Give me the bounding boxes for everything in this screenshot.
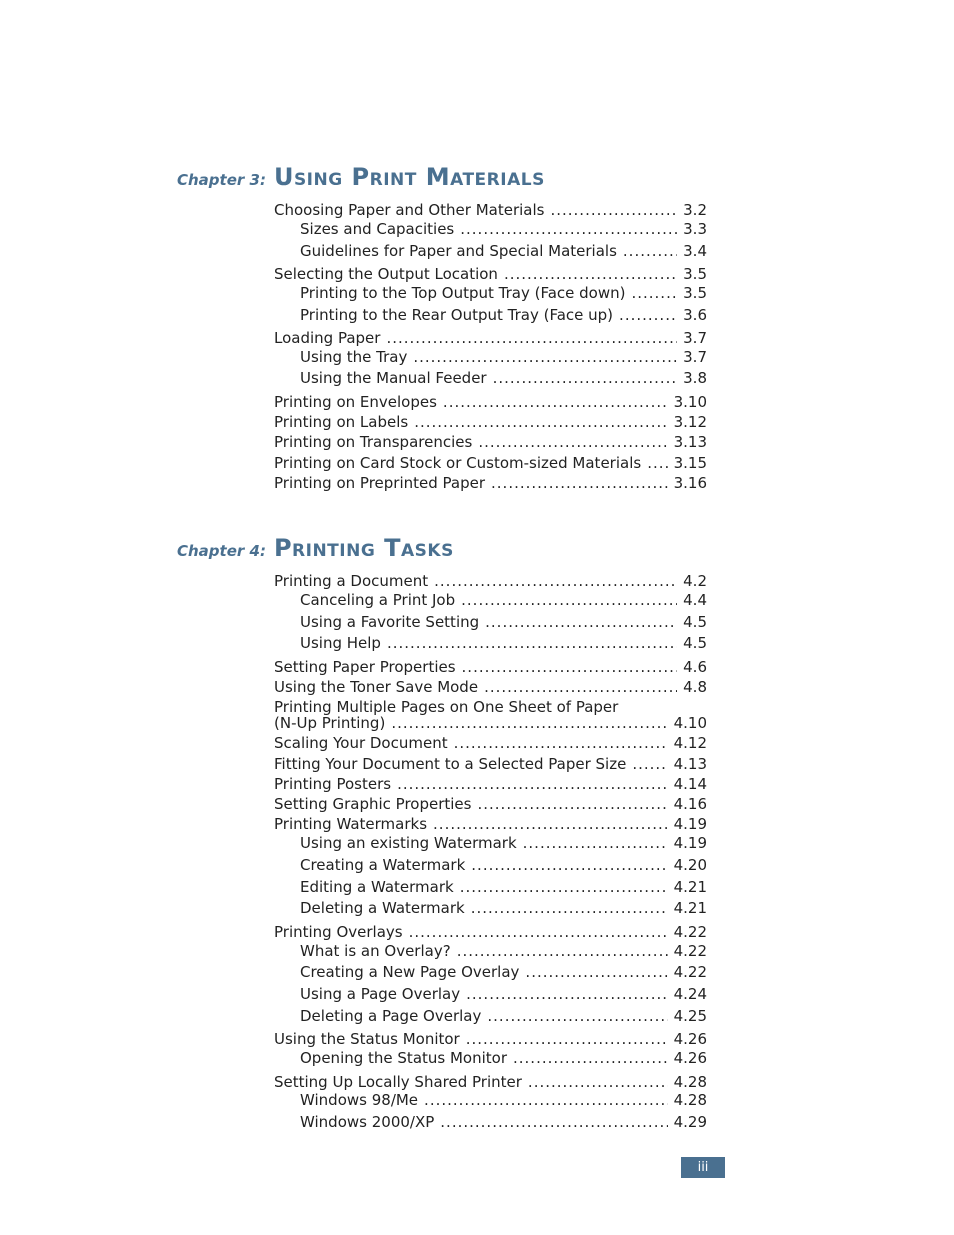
toc-entry[interactable]: Printing on Preprinted Paper ..... 3.16 (274, 475, 707, 491)
toc-entry[interactable]: Printing Overlays ..... 4.22 (274, 924, 707, 940)
toc-entry[interactable]: Printing Posters ..... 4.14 (274, 776, 707, 792)
chapter-label: Chapter 4: (177, 542, 266, 560)
toc-entry[interactable]: Printing Watermarks ..... 4.19 (274, 816, 707, 832)
toc-entry[interactable]: Fitting Your Document to a Selected Paper Size ..... 4.13 (274, 756, 707, 772)
toc-entry[interactable]: Creating a New Page Overlay ..... 4.22 (300, 964, 707, 980)
toc-entry[interactable]: Opening the Status Monitor ..... 4.26 (300, 1050, 707, 1066)
toc-entry[interactable]: Guidelines for Paper and Special Materials ..... 3.4 (300, 243, 707, 259)
toc-entry[interactable]: Creating a Watermark ..... 4.20 (300, 857, 707, 873)
toc-entry[interactable]: Using the Toner Save Mode ..... 4.8 (274, 679, 707, 695)
toc-entry[interactable]: Using a Favorite Setting ..... 4.5 (300, 614, 707, 630)
toc-entry-multiline[interactable]: Printing Multiple Pages on One Sheet of Paper (N-Up Printing) ..... 4.10 (274, 699, 707, 731)
toc-entry[interactable]: Printing on Labels ..... 3.12 (274, 414, 707, 430)
toc-entry[interactable]: What is an Overlay? ..... 4.22 (300, 943, 707, 959)
toc-entry[interactable]: Windows 2000/XP ..... 4.29 (300, 1114, 707, 1130)
toc-entry[interactable]: Setting Up Locally Shared Printer ..... 4.28 (274, 1074, 707, 1090)
toc-entry[interactable]: Using the Status Monitor ..... 4.26 (274, 1031, 707, 1047)
toc-entry[interactable]: Editing a Watermark ..... 4.21 (300, 879, 707, 895)
toc-entry[interactable]: Using the Manual Feeder ..... 3.8 (300, 370, 707, 386)
chapter-4-heading (177, 534, 454, 562)
toc-entry[interactable]: Scaling Your Document ..... 4.12 (274, 735, 707, 751)
chapter-3-heading (177, 163, 545, 191)
toc-entry[interactable]: Choosing Paper and Other Materials ..... 3.2 (274, 202, 707, 218)
toc-entry[interactable]: Printing to the Top Output Tray (Face down) ..... 3.5 (300, 285, 707, 301)
toc-entry[interactable]: Printing on Envelopes ..... 3.10 (274, 394, 707, 410)
chapter-label: Chapter 3: (177, 171, 266, 189)
toc-entry[interactable]: Setting Paper Properties ..... 4.6 (274, 659, 707, 675)
chapter-title: Using Print Materials (273, 163, 545, 191)
toc-entry[interactable]: Deleting a Page Overlay ..... 4.25 (300, 1008, 707, 1024)
chapter-title: Printing Tasks (273, 534, 454, 562)
toc-entry[interactable]: Printing on Transparencies ..... 3.13 (274, 434, 707, 450)
toc-entry[interactable]: Sizes and Capacities ..... 3.3 (300, 221, 707, 237)
toc-entry[interactable]: Printing on Card Stock or Custom-sized Materials ..... 3.15 (274, 455, 707, 471)
toc-entry[interactable]: Using a Page Overlay ..... 4.24 (300, 986, 707, 1002)
toc-entry[interactable]: Using Help ..... 4.5 (300, 635, 707, 651)
toc-entry[interactable]: Using the Tray ..... 3.7 (300, 349, 707, 365)
toc-entry[interactable]: Canceling a Print Job ..... 4.4 (300, 592, 707, 608)
toc-entry[interactable]: Selecting the Output Location ..... 3.5 (274, 266, 707, 282)
toc-entry[interactable]: Loading Paper ..... 3.7 (274, 330, 707, 346)
toc-entry[interactable]: Printing to the Rear Output Tray (Face up) ..... 3.6 (300, 307, 707, 323)
toc-entry[interactable]: Windows 98/Me ..... 4.28 (300, 1092, 707, 1108)
toc-entry[interactable]: Using an existing Watermark ..... 4.19 (300, 835, 707, 851)
page-number-badge: iii (681, 1157, 725, 1178)
toc-entry[interactable]: Printing a Document ..... 4.2 (274, 573, 707, 589)
toc-entry[interactable]: Setting Graphic Properties ..... 4.16 (274, 796, 707, 812)
toc-entry[interactable]: Deleting a Watermark ..... 4.21 (300, 900, 707, 916)
